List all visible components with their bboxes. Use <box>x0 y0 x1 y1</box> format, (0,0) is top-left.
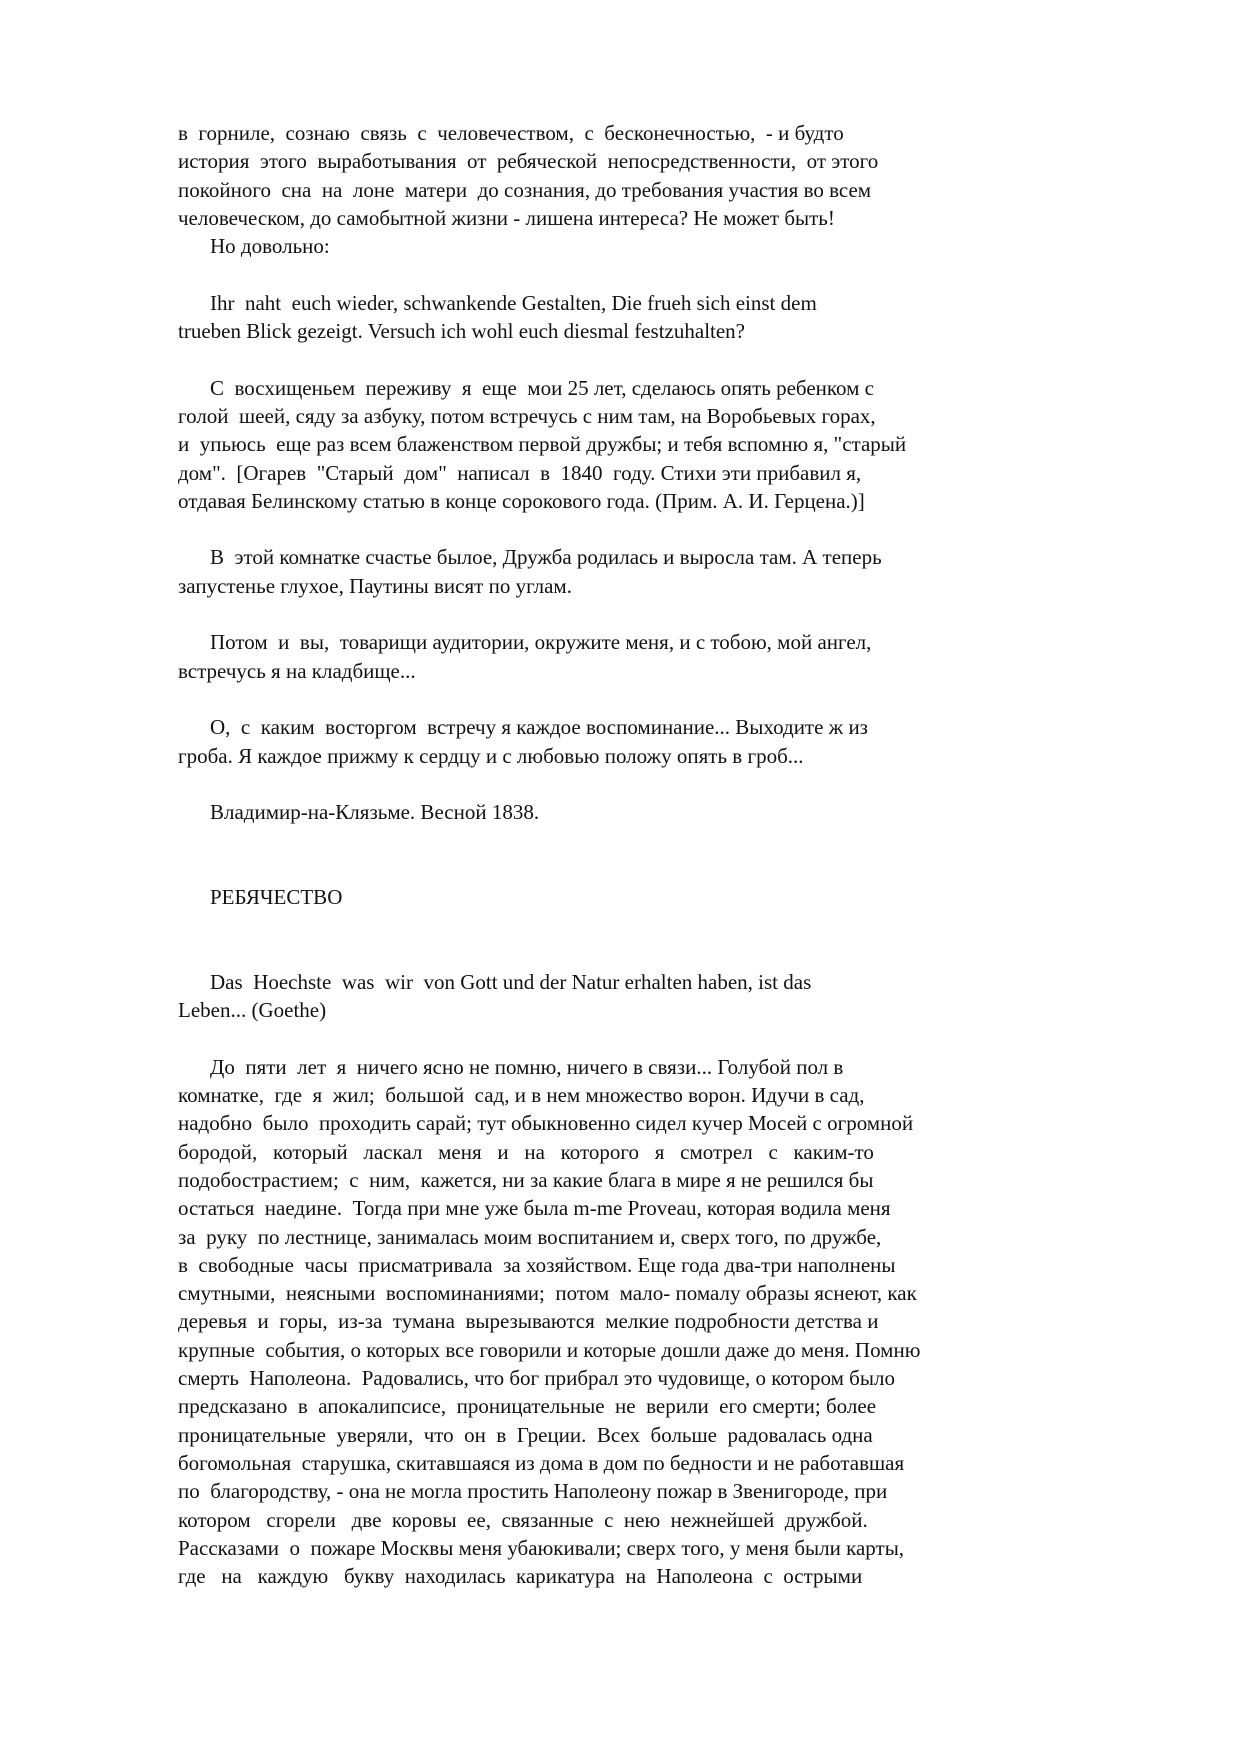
room-paragraph <box>178 543 1078 600</box>
text-line: комнатке, где я жил; большой сад, и в нем множество ворон. Идучи в сад, <box>178 1083 865 1108</box>
place-date-line <box>178 798 1078 826</box>
text-line: и упьюсь еще раз всем блаженством первой дружбы; и тебя вспомню я, "старый <box>178 432 907 457</box>
goethe-quote-2 <box>178 968 1078 1025</box>
text-line: за руку по лестнице, занималась моим воспитанием и, сверх того, по дружбе, <box>178 1224 882 1249</box>
text-line: в горниле, сознаю связь с человечеством, с бесконечностью, - и будто <box>178 121 844 145</box>
text-line: котором сгорели две коровы ее, связанные с нею нежнейшей дружбой. <box>178 1507 868 1532</box>
text-line: проницательные уверяли, что он в Греции. Всех больше радовалась одна <box>178 1422 873 1447</box>
text-line: отдавая Белинскому статью в конце сорокового года. (Прим. А. И. Герцена.)] <box>178 488 865 513</box>
text-line: надобно было проходить сарай; тут обыкновенно сидел кучер Мосей с огромной <box>178 1111 914 1136</box>
childhood-paragraph <box>178 1053 1078 1591</box>
text-line: запустенье глухое, Паутины висят по углам. <box>178 573 572 598</box>
text-line: бородой, который ласкал меня и на которого я смотрел с каким-то <box>178 1139 874 1164</box>
delight-paragraph <box>178 713 1078 770</box>
paragraph-gap <box>178 685 1078 713</box>
text-line: гроба. Я каждое прижму к сердцу и с любовью положу опять в гроб... <box>178 743 804 768</box>
text-line: по благородству, - она не могла простить Наполеону пожар в Звенигороде, при <box>178 1479 888 1504</box>
chapter-title: РЕБЯЧЕСТВО <box>210 885 343 910</box>
text-line: история этого выработывания от ребяческой непосредственности, от этого <box>178 149 879 174</box>
paragraph-gap <box>178 260 1078 288</box>
text-line: покойного сна на лоне матери до сознания, до требования участия во всем <box>178 177 872 202</box>
text-line: Потом и вы, товарищи аудитории, окружите меня, и с тобою, мой ангел, <box>210 630 872 655</box>
paragraph-gap <box>178 345 1078 373</box>
intro-paragraph <box>178 119 1078 232</box>
text-line: деревья и горы, из-за тумана вырезываются мелкие подробности детства и <box>178 1309 879 1334</box>
text-line: предсказано в апокалипсисе, проницательные не верили его смерти; более <box>178 1394 877 1419</box>
text-line: голой шеей, сяду за азбуку, потом встречусь с ним там, на Воробьевых горах, <box>178 403 876 428</box>
text-line: встречусь я на кладбище... <box>178 658 416 683</box>
text-line: человеческом, до самобытной жизни - лишена интереса? Не может быть! <box>178 205 835 230</box>
text-line: смутными, неясными воспоминаниями; потом мало- помалу образы яснеют, как <box>178 1281 917 1306</box>
text-line: богомольная старушка, скитавшаяся из дома в дом по бедности и не работавшая <box>178 1450 905 1475</box>
text-line: В этой комнатке счастье былое, Дружба родилась и выросла там. А теперь <box>210 545 882 570</box>
text-line: смерть Наполеона. Радовались, что бог прибрал это чудовище, о котором было <box>178 1366 895 1391</box>
comrades-paragraph <box>178 628 1078 685</box>
text-line: Das Hoechste was wir von Gott und der Natur erhalten haben, ist das <box>210 969 812 994</box>
paragraph-gap <box>178 911 1078 939</box>
text-body <box>178 119 1078 1590</box>
paragraph-gap <box>178 770 1078 798</box>
paragraph-gap <box>178 1025 1078 1053</box>
text-line: До пяти лет я ничего ясно не помню, ничего в связи... Голубой пол в <box>210 1054 844 1079</box>
text-line: О, с каким восторгом встречу я каждое воспоминание... Выходите ж из <box>210 715 868 740</box>
chapter-heading <box>178 883 1078 911</box>
text-line: Владимир-на-Клязьме. Весной 1838. <box>210 800 540 825</box>
text-line: Ihr naht euch wieder, schwankende Gestalten, Die frueh sich einst dem <box>210 290 817 315</box>
paragraph-gap <box>178 826 1078 854</box>
paragraph-gap <box>178 600 1078 628</box>
paragraph-gap <box>178 515 1078 543</box>
text-line: подобострастием; с ним, кажется, ни за какие блага в мире я не решился бы <box>178 1167 874 1192</box>
enough-line <box>178 232 1078 260</box>
paragraph-gap <box>178 940 1078 968</box>
paragraph-gap <box>178 855 1078 883</box>
text-line: остаться наедине. Тогда при мне уже была m-me Proveau, которая водила меня <box>178 1196 891 1221</box>
text-line: Leben... (Goethe) <box>178 998 327 1023</box>
text-line: С восхищеньем переживу я еще мои 25 лет, сделаюсь опять ребенком с <box>210 375 874 400</box>
text-line: Но довольно: <box>210 234 330 259</box>
relive-paragraph <box>178 374 1078 515</box>
text-line: где на каждую букву находилась карикатура на Наполеона с острыми <box>178 1564 863 1589</box>
text-line: дом". [Огарев "Старый дом" написал в 1840 году. Стихи эти прибавил я, <box>178 460 862 485</box>
text-line: крупные события, о которых все говорили и которые дошли даже до меня. Помню <box>178 1337 921 1362</box>
text-line: в свободные часы присматривала за хозяйством. Еще года два-три наполнены <box>178 1252 896 1277</box>
text-line: Рассказами о пожаре Москвы меня убаюкивали; сверх того, у меня были карты, <box>178 1535 905 1560</box>
goethe-quote-1 <box>178 289 1078 346</box>
text-line: trueben Blick gezeigt. Versuch ich wohl euch diesmal festzuhalten? <box>178 319 745 344</box>
